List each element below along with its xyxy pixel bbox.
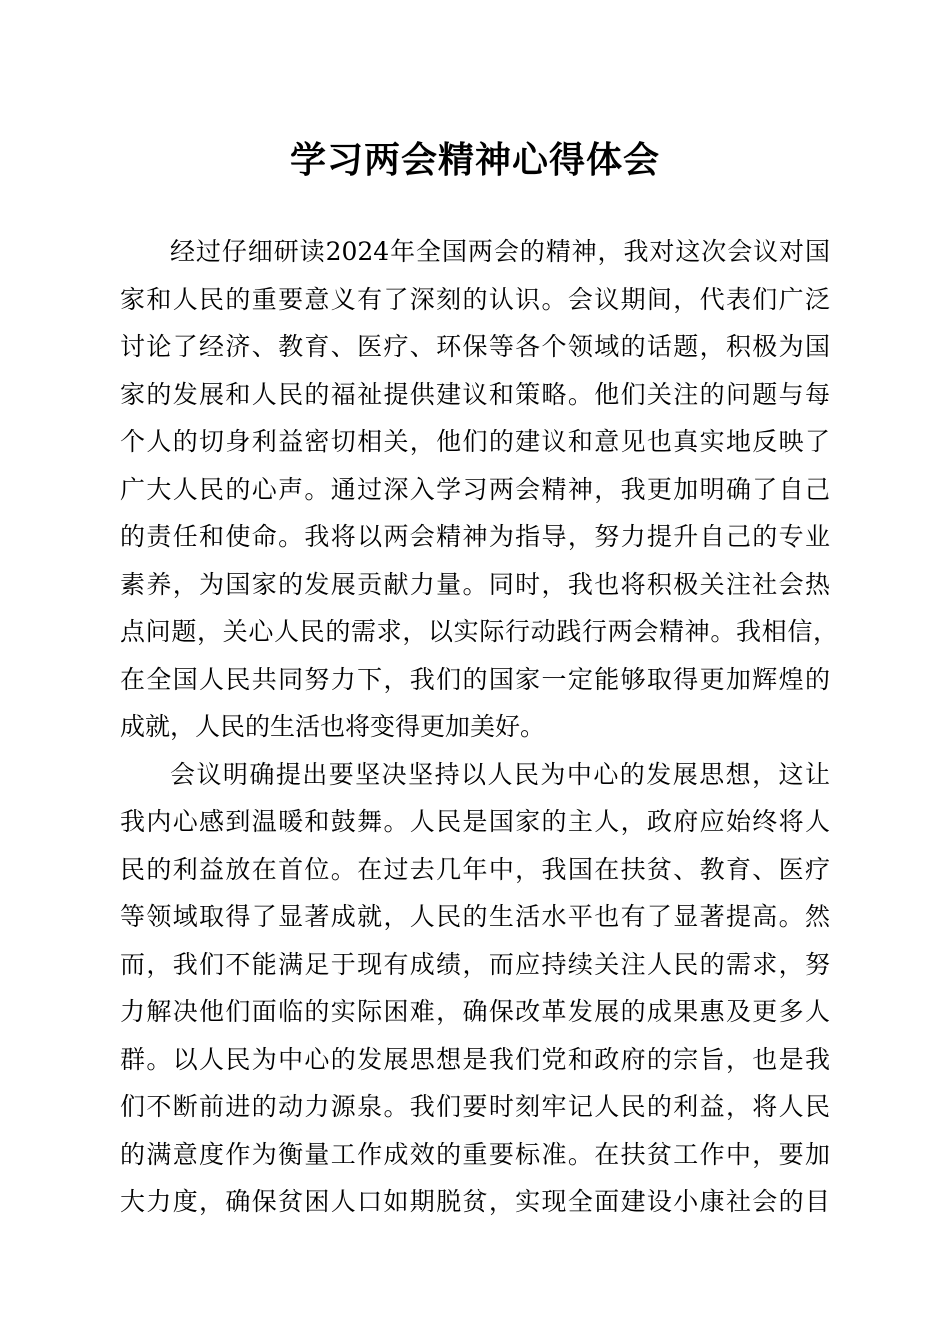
paragraph-2-line: 的满意度作为衡量工作成效的重要标准。在扶贫工作中，要加	[120, 1140, 830, 1169]
paragraph-1-line: 家的发展和人民的福祉提供建议和策略。他们关注的问题与每	[120, 380, 830, 409]
paragraph-1-line: 个人的切身利益密切相关，他们的建议和意见也真实地反映了	[120, 427, 830, 456]
paragraph-2-line: 们不断前进的动力源泉。我们要时刻牢记人民的利益，将人民	[120, 1092, 830, 1121]
paragraph-2-line: 会议明确提出要坚决坚持以人民为中心的发展思想，这让	[170, 760, 830, 789]
document-title: 学习两会精神心得体会	[289, 139, 660, 181]
paragraph-2-line: 群。以人民为中心的发展思想是我们党和政府的宗旨，也是我	[120, 1045, 830, 1074]
paragraph-1-line: 广大人民的心声。通过深入学习两会精神，我更加明确了自己	[120, 475, 830, 504]
paragraph-2-line: 而，我们不能满足于现有成绩，而应持续关注人民的需求，努	[120, 950, 830, 979]
paragraph-2-line: 力解决他们面临的实际困难，确保改革发展的成果惠及更多人	[120, 997, 830, 1026]
paragraph-2-line: 等领域取得了显著成就，人民的生活水平也有了显著提高。然	[120, 902, 830, 931]
paragraph-2-line: 我内心感到温暖和鼓舞。人民是国家的主人，政府应始终将人	[120, 807, 830, 836]
paragraph-1-line: 家和人民的重要意义有了深刻的认识。会议期间，代表们广泛	[120, 285, 830, 314]
paragraph-1-line: 素养，为国家的发展贡献力量。同时，我也将积极关注社会热	[120, 570, 830, 599]
paragraph-1-line: 的责任和使命。我将以两会精神为指导，努力提升自己的专业	[120, 522, 830, 551]
paragraph-1-line: 点问题，关心人民的需求，以实际行动践行两会精神。我相信，	[120, 617, 838, 646]
paragraph-1-line: 经过仔细研读2024年全国两会的精神，我对这次会议对国	[170, 237, 830, 266]
paragraph-1-line: 在全国人民共同努力下，我们的国家一定能够取得更加辉煌的	[120, 665, 830, 694]
paragraph-2-line: 大力度，确保贫困人口如期脱贫，实现全面建设小康社会的目	[120, 1187, 830, 1216]
paragraph-1-line: 讨论了经济、教育、医疗、环保等各个领域的话题，积极为国	[120, 332, 830, 361]
paragraph-2-line: 民的利益放在首位。在过去几年中，我国在扶贫、教育、医疗	[120, 855, 830, 884]
paragraph-1-line: 成就，人民的生活也将变得更加美好。	[120, 712, 546, 741]
